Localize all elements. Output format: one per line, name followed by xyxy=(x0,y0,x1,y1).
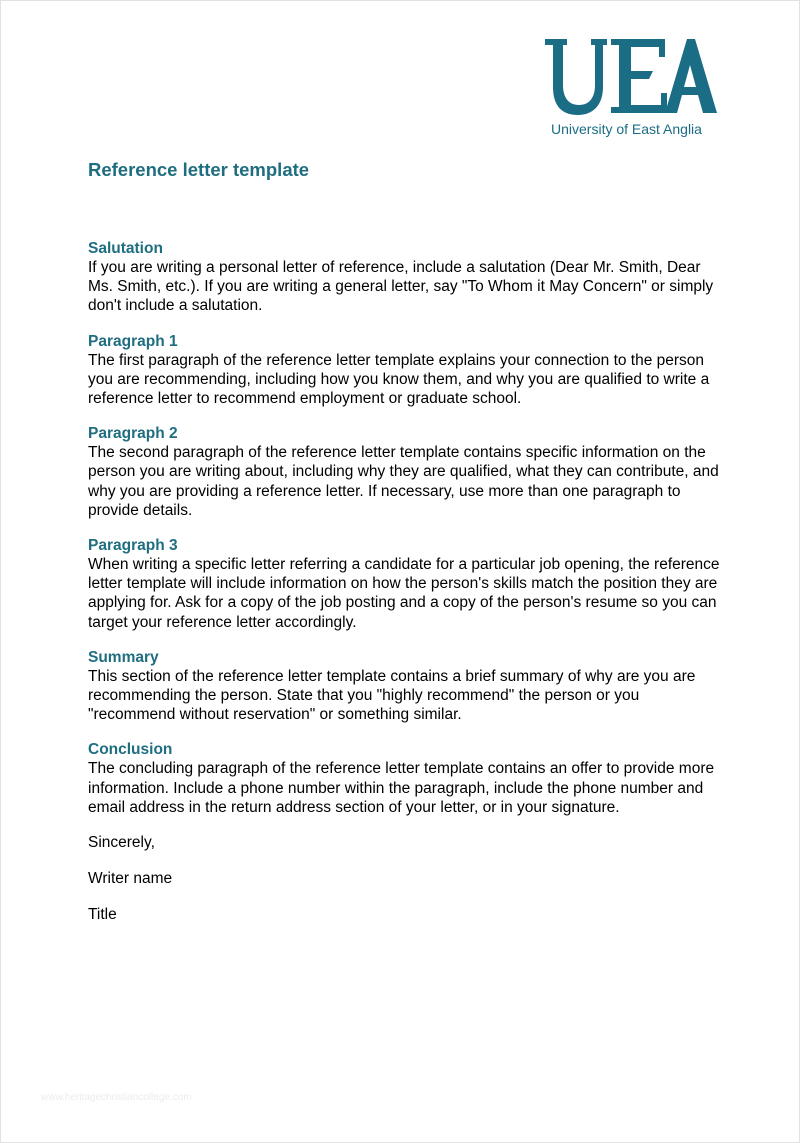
section-heading: Paragraph 2 xyxy=(88,425,178,443)
section-salutation xyxy=(88,239,728,316)
uea-logo-mark xyxy=(541,35,721,119)
section-text: The second paragraph of the reference letter template contains specific information on the person you are writing about, including why they are qualified, what they can contribute, and why you are providing a reference letter. If necessary, use more than one paragraph to provide details. xyxy=(88,444,719,519)
section-heading: Summary xyxy=(88,648,159,666)
writer-title: Title xyxy=(88,906,117,924)
section-text: When writing a specific letter referring a candidate for a particular job opening, the reference letter template will include information on how the person's skills match the position they are applying for. Ask for a copy of the job posting and a copy of the person's resume so you can target your reference letter accordingly. xyxy=(88,556,720,631)
watermark-text: www.heritagechristiancollege.com xyxy=(41,1092,192,1103)
section-text: The concluding paragraph of the reference letter template contains an offer to provide more information. Include a phone number within the paragraph, include the phone number and email address in the return address section of your letter, or in your signature. xyxy=(88,760,715,816)
section-heading: Conclusion xyxy=(88,741,173,759)
closing-signoff: Sincerely, xyxy=(88,834,155,852)
section-heading: Paragraph 3 xyxy=(88,537,178,555)
section-paragraph-2 xyxy=(88,424,728,520)
document-title: Reference letter template xyxy=(88,159,310,180)
document-body xyxy=(88,239,728,941)
section-text: If you are writing a personal letter of reference, include a salutation (Dear Mr. Smith, Dear Ms. Smith, etc.). If you are writing a general letter, say "To Whom it May Concern" or simply don't include a salutation. xyxy=(88,259,714,315)
section-heading: Paragraph 1 xyxy=(88,332,178,350)
section-heading: Salutation xyxy=(88,240,163,257)
section-summary xyxy=(88,648,728,725)
logo-caption: University of East Anglia xyxy=(551,121,702,137)
writer-name: Writer name xyxy=(88,870,173,888)
uea-logo xyxy=(541,35,721,141)
section-conclusion xyxy=(88,740,728,817)
section-paragraph-3 xyxy=(88,536,728,632)
section-text: This section of the reference letter template contains a brief summary of why are you are recommending the person. State that you "highly recommend" the person or you "recommend without reservation" or something similar. xyxy=(88,667,696,724)
section-paragraph-1 xyxy=(88,332,728,409)
section-text: The first paragraph of the reference letter template explains your connection to the person you are recommending, including how you know them, and why you are qualified to write a reference letter to recommend employment or graduate school. xyxy=(88,351,710,408)
